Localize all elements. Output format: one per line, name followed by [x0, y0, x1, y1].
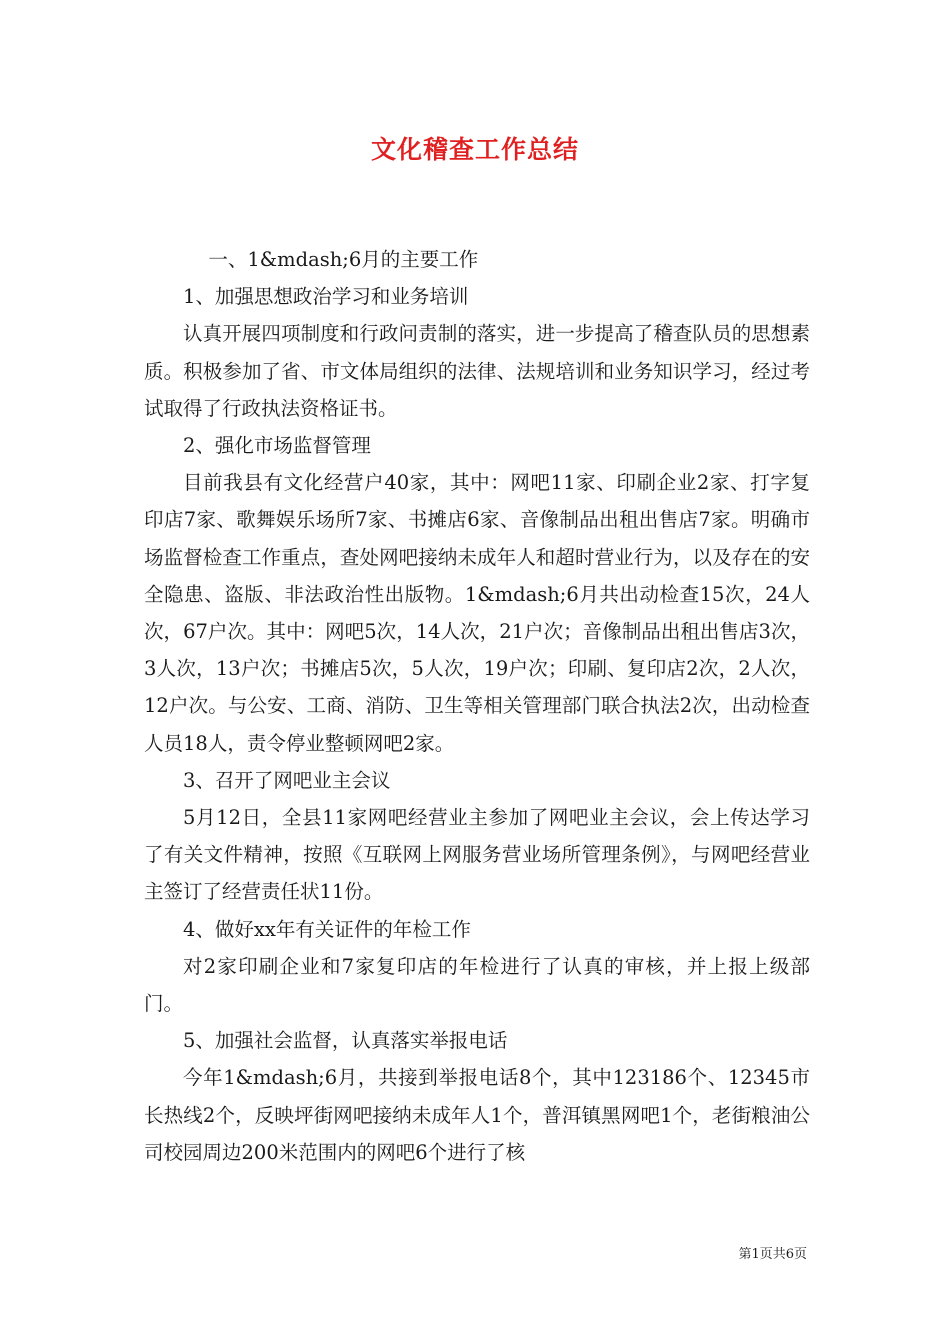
subsection-heading: 3、召开了网吧业主会议: [183, 768, 391, 792]
section-heading: 一、1&mdash;6月的主要工作: [208, 248, 479, 271]
document-body: [144, 241, 810, 1171]
subsection-heading: 2、强化市场监督管理: [183, 434, 371, 458]
paragraph: 5月12日，全县11家网吧经营业主参加了网吧业主会议，会上传达学习了有关文件精神，按照《互联网上网服务营业场所管理条例》，与网吧经营业主签订了经营责任状11份。: [144, 806, 810, 904]
document-title: 文化稽查工作总结: [370, 135, 579, 164]
paragraph: 认真开展四项制度和行政问责制的落实，进一步提高了稽查队员的思想素质。积极参加了省、市文体局组织的法律、法规培训和业务知识学习，经过考试取得了行政执法资格证书。: [144, 322, 810, 420]
subsection-heading: 5、加强社会监督，认真落实举报电话: [183, 1029, 508, 1053]
paragraph: 对2家印刷企业和7家复印店的年检进行了认真的审核，并上报上级部门。: [144, 954, 810, 1016]
subsection-heading: 1、加强思想政治学习和业务培训: [183, 285, 469, 309]
subsection-heading: 4、做好xx年有关证件的年检工作: [183, 917, 471, 941]
paragraph: 今年1&mdash;6月，共接到举报电话8个，其中123186个、12345市长热线2个，反映坪街网吧接纳未成年人1个，普洱镇黑网吧1个，老街粮油公司校园周边200米范围内的网吧6个进行了核: [144, 1066, 810, 1164]
page-number-footer: 第1页共6页: [738, 1247, 807, 1262]
paragraph: 目前我县有文化经营户40家，其中：网吧11家、印刷企业2家、打字复印店7家、歌舞娱乐场所7家、书摊店6家、音像制品出租出售店7家。明确市场监督检查工作重点，查处网吧接纳未成年人和超时营业行为，以及存在的安全隐患、盗版、非法政治性出版物。1&mdash;6月共出动检查15次，24人次，67户次。其中：网吧5次，14人次，21户次；音像制品出租出售店3次，3人次，13户次；书摊店5次，5人次，19户次；印刷、复印店2次，2人次，12户次。与公安、工商、消防、卫生等相关管理部门联合执法2次，出动检查人员18人，责令停业整顿网吧2家。: [144, 471, 810, 755]
